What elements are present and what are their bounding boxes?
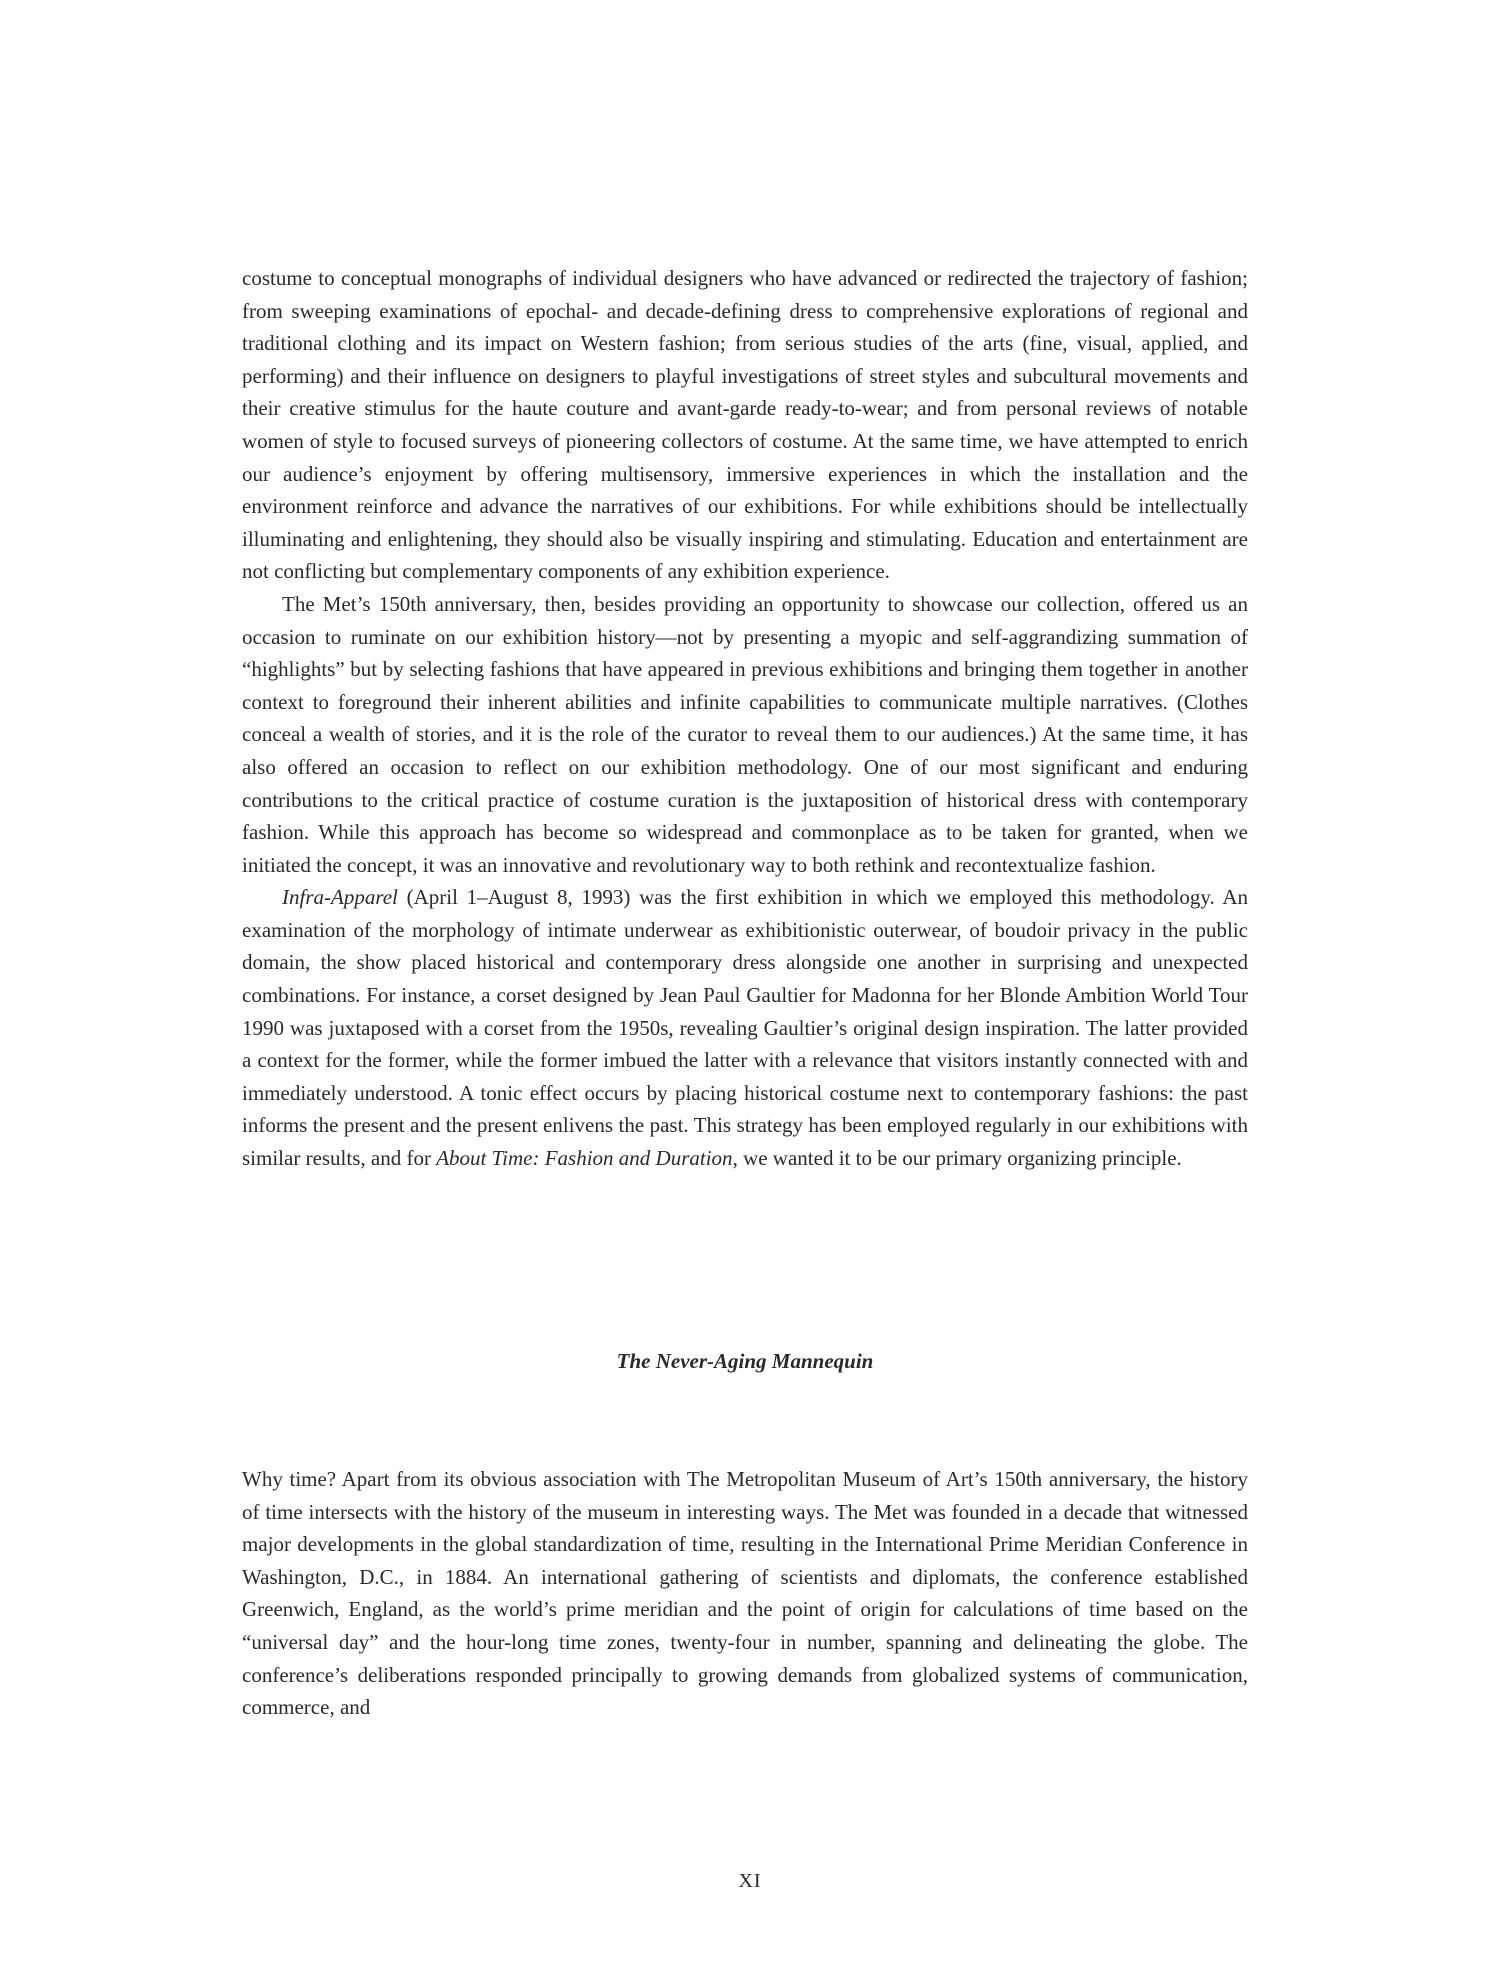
paragraph — [242, 588, 1248, 881]
section-heading: The Never-Aging Mannequin — [616, 1349, 874, 1373]
body-text-top — [242, 262, 1248, 1175]
text-run: (April 1–August 8, 1993) was the first exhibition in which we employed this methodology. An examination of the morphology of intimate underwear as exhibitionistic outerwear, of boudoir privacy in the public domain, the show placed historical and contemporary dress alongside one another in surprising and unexpected combinations. For instance, a corset designed by Jean Paul Gaultier for Madonna for her Blonde Ambition World Tour 1990 was juxtaposed with a corset from the 1950s, revealing Gaultier’s original design inspiration. The latter provided a context for the former, while the former imbued the latter with a relevance that visitors instantly connected with and immediately understood. A tonic effect occurs by placing historical costume next to contemporary fashions: the past informs the present and the present enlivens the past. This strategy has been employed regularly in our exhibitions with similar results, and for — [242, 885, 1248, 1171]
paragraph — [242, 881, 1248, 1174]
text-run: , we wanted it to be our primary organizing principle. — [732, 1146, 1182, 1171]
text-run: Why time? Apart from its obvious association with The Metropolitan Museum of Art’s 150th anniversary, the history of time intersects with the history of the museum in interesting ways. The Met was founded in a decade that witnessed major developments in the global standardization of time, resulting in the International Prime Meridian Conference in Washington, D.C., in 1884. An international gathering of scientists and diplomats, the conference established Greenwich, England, as the world’s prime meridian and the point of origin for calculations of time based on the “universal day” and the hour-long time zones, twenty-four in number, spanning and delineating the globe. The conference’s deliberations responded principally to growing demands from globalized systems of communication, commerce, and — [242, 1467, 1248, 1720]
paragraph — [242, 262, 1248, 588]
body-text-bottom — [242, 1463, 1248, 1724]
page-number: XI — [738, 1870, 762, 1892]
paragraph — [242, 1463, 1248, 1724]
text-run: costume to conceptual monographs of individual designers who have advanced or redirected the trajectory of fashion; from sweeping examinations of epochal- and decade-defining dress to comprehensive explorations of regional and traditional clothing and its impact on Western fashion; from serious studies of the arts (fine, visual, applied, and performing) and their influence on designers to playful investigations of street styles and subcultural movements and their creative stimulus for the haute couture and avant-garde ready-to-wear; and from personal reviews of notable women of style to focused surveys of pioneering collectors of costume. At the same time, we have attempted to enrich our audience’s enjoyment by offering multisensory, immersive experiences in which the installation and the environment reinforce and advance the narratives of our exhibitions. For while exhibitions should be intellectually illuminating and enlightening, they should also be visually inspiring and stimulating. Education and entertainment are not conflicting but complementary components of any exhibition experience. — [242, 266, 1248, 584]
italic-title: Infra-Apparel — [282, 885, 398, 910]
text-run: The Met’s 150th anniversary, then, besides providing an opportunity to showcase our collection, offered us an occasion to ruminate on our exhibition history—not by presenting a myopic and self-aggrandizing summation of “highlights” but by selecting fashions that have appeared in previous exhibitions and bringing them together in another context to foreground their inherent abilities and infinite capabilities to communicate multiple narratives. (Clothes conceal a wealth of stories, and it is the role of the curator to reveal them to our audiences.) At the same time, it has also offered an occasion to reflect on our exhibition methodology. One of our most significant and enduring contributions to the critical practice of costume curation is the juxtaposition of historical dress with contemporary fashion. While this approach has become so widespread and commonplace as to be taken for granted, when we initiated the concept, it was an innovative and revolutionary way to both rethink and recontextualize fashion. — [242, 591, 1248, 877]
italic-title: About Time: Fashion and Duration — [436, 1146, 733, 1171]
